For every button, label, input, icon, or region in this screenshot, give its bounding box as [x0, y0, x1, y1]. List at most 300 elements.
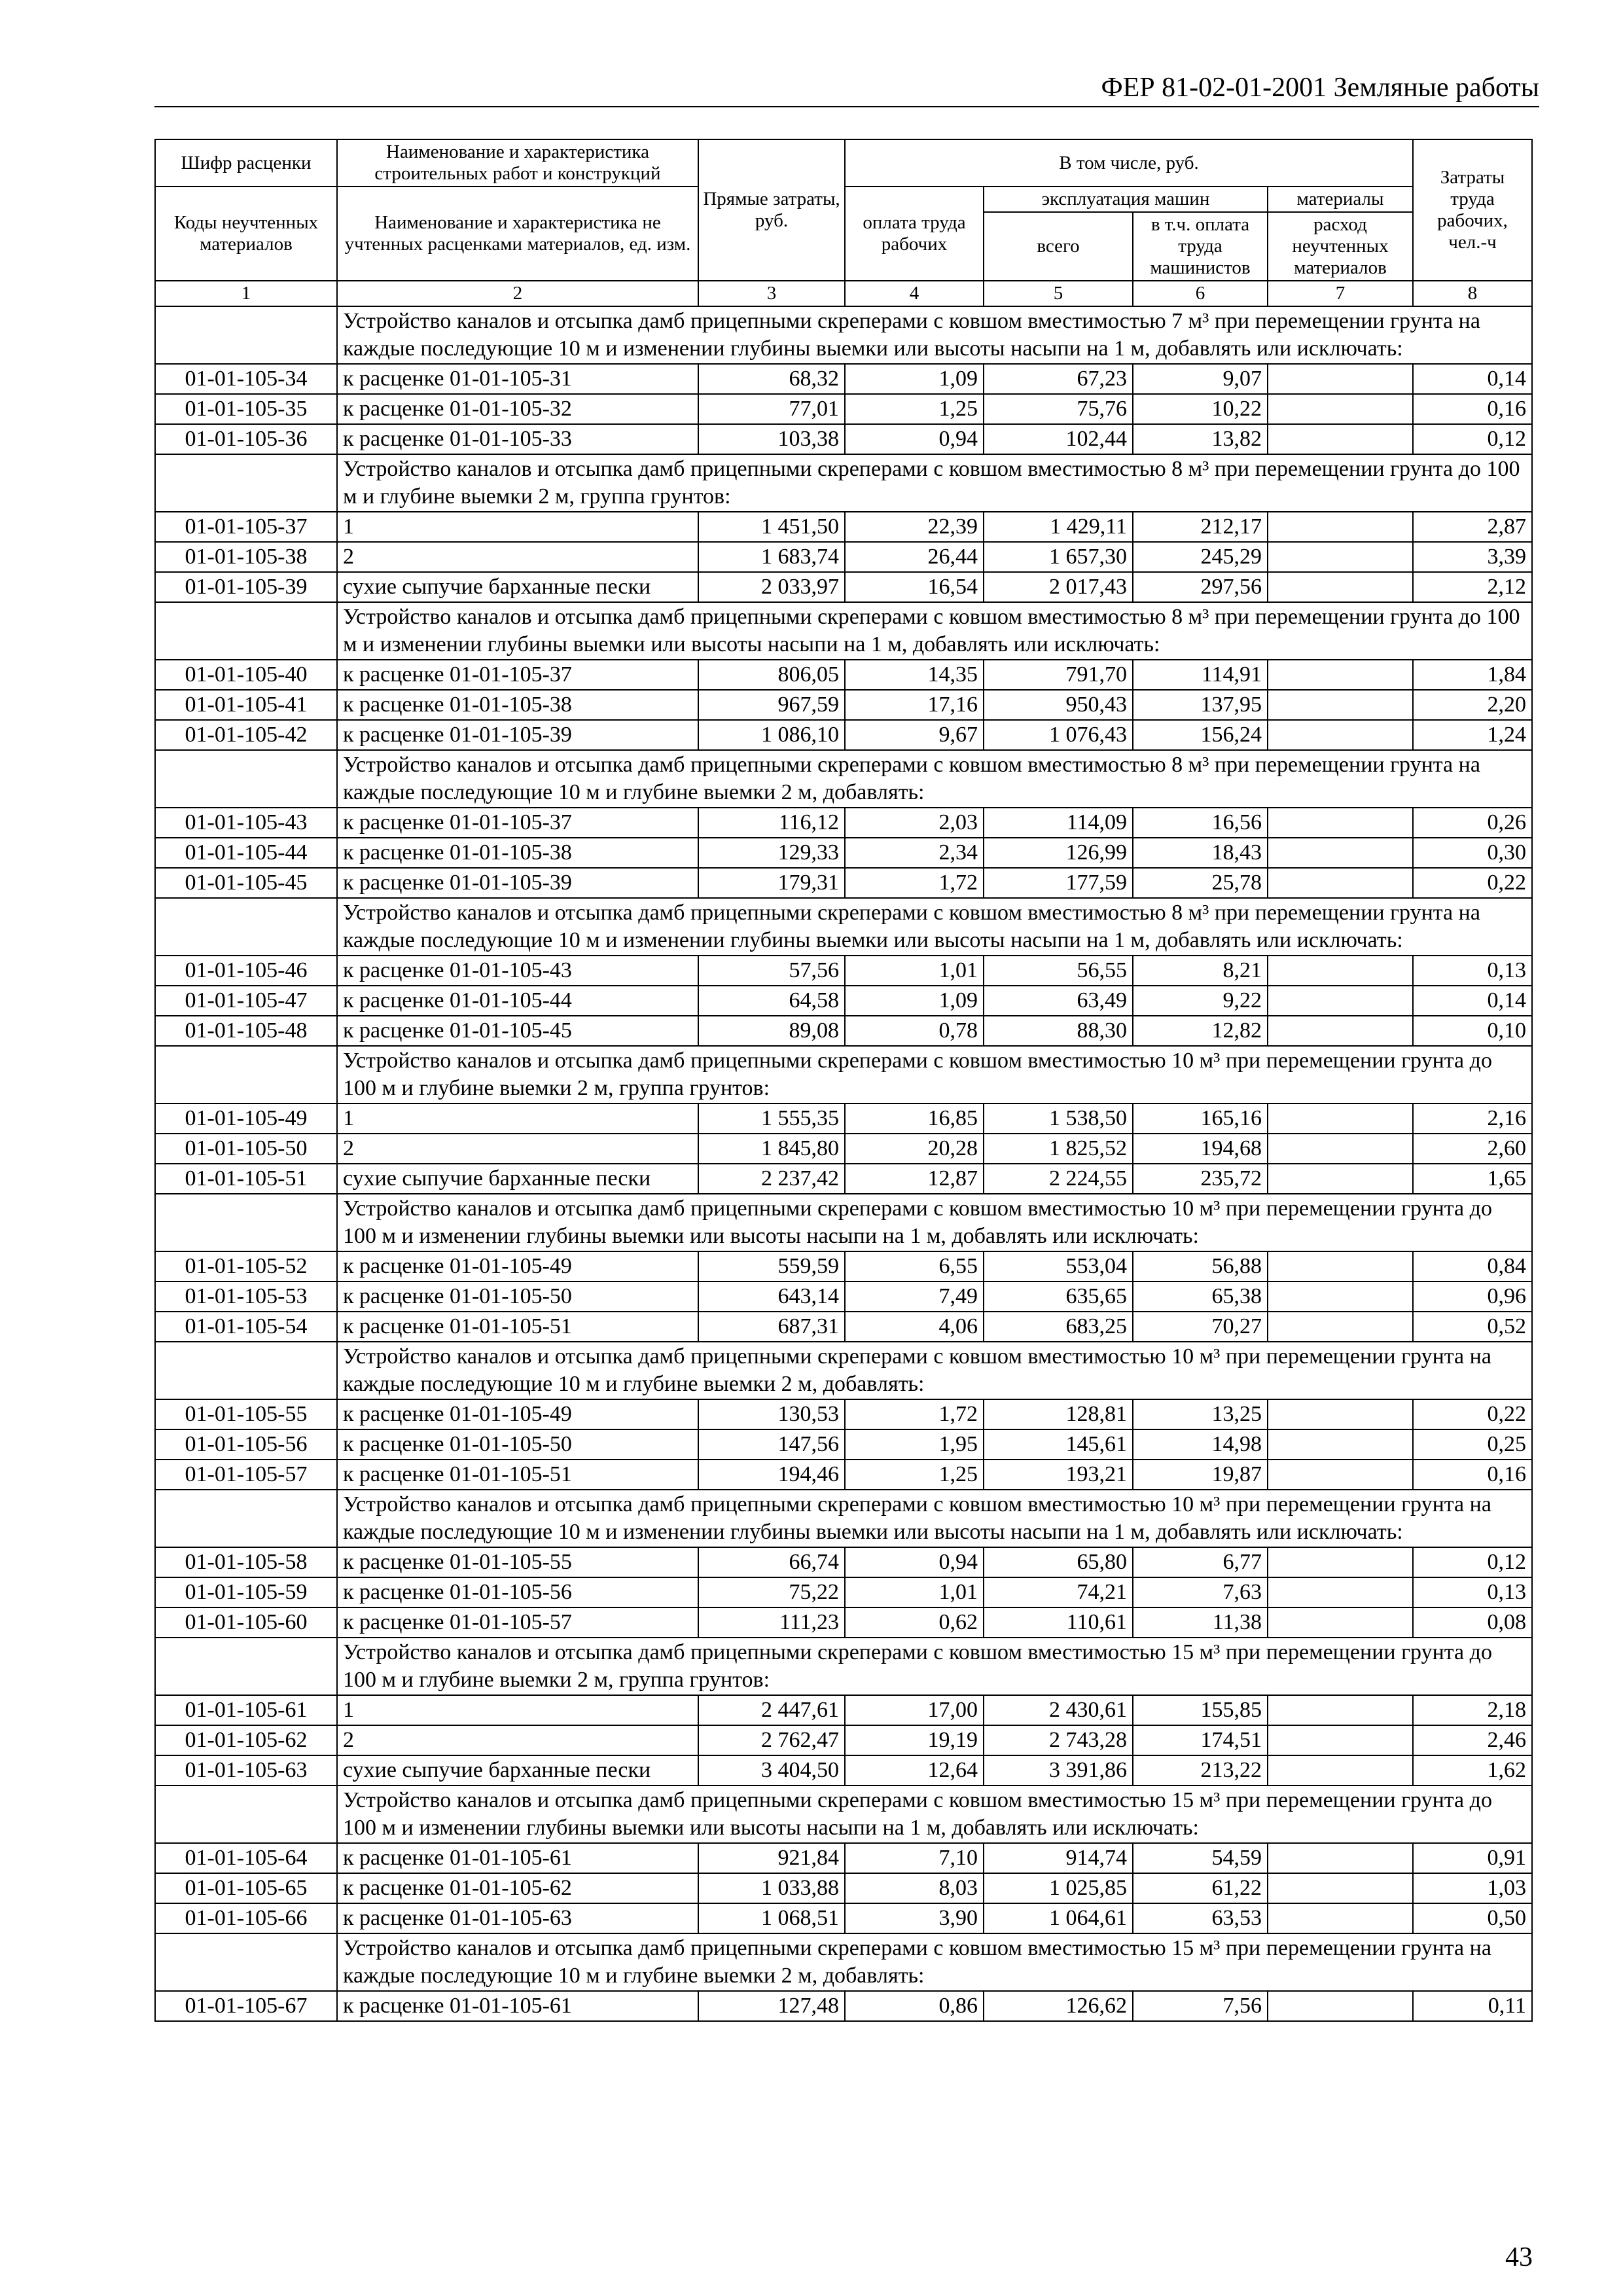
labor-costs: 0,96	[1413, 1282, 1532, 1312]
labor-costs: 0,30	[1413, 838, 1532, 868]
materials	[1268, 1991, 1413, 2021]
machines-total: 67,23	[984, 364, 1133, 394]
materials	[1268, 1134, 1413, 1164]
rate-name: 2	[337, 542, 698, 572]
section-row	[155, 1638, 1532, 1695]
rate-name: к расценке 01-01-105-44	[337, 986, 698, 1016]
materials	[1268, 1282, 1413, 1312]
section-title: Устройство каналов и отсыпка дамб прицепными скреперами с ковшом вместимостью 8 м³ при перемещении грунта на каждые последующие 10 м и глубине выемки 2 м, добавлять:	[337, 750, 1532, 808]
table-row	[155, 956, 1532, 986]
rate-code: 01-01-105-64	[155, 1843, 337, 1873]
machinist-pay: 114,91	[1133, 660, 1268, 690]
materials	[1268, 1164, 1413, 1194]
labor-costs: 0,13	[1413, 956, 1532, 986]
labor-pay: 7,10	[845, 1843, 984, 1873]
rate-code: 01-01-105-59	[155, 1577, 337, 1607]
labor-pay: 0,78	[845, 1016, 984, 1046]
labor-costs: 0,11	[1413, 1991, 1532, 2021]
machines-total: 1 538,50	[984, 1103, 1133, 1134]
machinist-pay: 25,78	[1133, 868, 1268, 898]
rate-code: 01-01-105-40	[155, 660, 337, 690]
table-row	[155, 1547, 1532, 1577]
table-row	[155, 1725, 1532, 1755]
table-row	[155, 1873, 1532, 1903]
column-number: 5	[984, 281, 1133, 306]
table-row	[155, 1251, 1532, 1282]
machines-total: 791,70	[984, 660, 1133, 690]
materials	[1268, 512, 1413, 542]
labor-pay: 8,03	[845, 1873, 984, 1903]
labor-pay: 2,34	[845, 838, 984, 868]
materials	[1268, 1695, 1413, 1725]
machinist-pay: 297,56	[1133, 572, 1268, 602]
machines-total: 177,59	[984, 868, 1133, 898]
column-number: 3	[698, 281, 845, 306]
rate-name: к расценке 01-01-105-49	[337, 1399, 698, 1429]
table-row	[155, 660, 1532, 690]
section-row	[155, 898, 1532, 956]
direct-costs: 1 068,51	[698, 1903, 845, 1933]
direct-costs: 1 451,50	[698, 512, 845, 542]
labor-pay: 1,09	[845, 364, 984, 394]
machinist-pay: 174,51	[1133, 1725, 1268, 1755]
machines-total: 114,09	[984, 808, 1133, 838]
labor-costs: 2,16	[1413, 1103, 1532, 1134]
direct-costs: 3 404,50	[698, 1755, 845, 1785]
table-row	[155, 1843, 1532, 1873]
labor-costs: 0,26	[1413, 808, 1532, 838]
section-row	[155, 1490, 1532, 1547]
table-row	[155, 690, 1532, 720]
labor-costs: 2,87	[1413, 512, 1532, 542]
rate-code: 01-01-105-66	[155, 1903, 337, 1933]
column-number: 1	[155, 281, 337, 306]
rate-code: 01-01-105-52	[155, 1251, 337, 1282]
table-row	[155, 986, 1532, 1016]
materials	[1268, 1843, 1413, 1873]
machines-total: 193,21	[984, 1460, 1133, 1490]
column-number: 7	[1268, 281, 1413, 306]
table-row	[155, 868, 1532, 898]
labor-pay: 7,49	[845, 1282, 984, 1312]
rate-name: к расценке 01-01-105-38	[337, 838, 698, 868]
section-row	[155, 1342, 1532, 1399]
materials	[1268, 1103, 1413, 1134]
rate-name: к расценке 01-01-105-31	[337, 364, 698, 394]
machines-total: 1 657,30	[984, 542, 1133, 572]
labor-pay: 1,72	[845, 1399, 984, 1429]
rate-name: сухие сыпучие барханные пески	[337, 572, 698, 602]
machinist-pay: 245,29	[1133, 542, 1268, 572]
document-title: ФЕР 81-02-01-2001 Земляные работы	[1101, 73, 1539, 103]
labor-pay: 1,01	[845, 1577, 984, 1607]
direct-costs: 643,14	[698, 1282, 845, 1312]
section-title: Устройство каналов и отсыпка дамб прицепными скреперами с ковшом вместимостью 10 м³ при перемещении грунта до 100 м и изменении глубины выемки или высоты насыпи на 1 м, добавлять или исключать:	[337, 1194, 1532, 1251]
section-title: Устройство каналов и отсыпка дамб прицепными скреперами с ковшом вместимостью 10 м³ при перемещении грунта до 100 м и глубине выемки 2 м, группа грунтов:	[337, 1046, 1532, 1103]
labor-costs: 2,12	[1413, 572, 1532, 602]
rate-name: к расценке 01-01-105-33	[337, 424, 698, 454]
machinist-pay: 65,38	[1133, 1282, 1268, 1312]
rate-code: 01-01-105-49	[155, 1103, 337, 1134]
rate-code: 01-01-105-60	[155, 1607, 337, 1638]
labor-costs: 0,52	[1413, 1312, 1532, 1342]
labor-costs: 0,22	[1413, 1399, 1532, 1429]
rate-name: к расценке 01-01-105-57	[337, 1607, 698, 1638]
rate-code: 01-01-105-53	[155, 1282, 337, 1312]
labor-pay: 9,67	[845, 720, 984, 750]
section-spacer-cell	[155, 1490, 337, 1547]
direct-costs: 194,46	[698, 1460, 845, 1490]
labor-costs: 0,14	[1413, 364, 1532, 394]
rate-code: 01-01-105-57	[155, 1460, 337, 1490]
table-row	[155, 1695, 1532, 1725]
materials	[1268, 1755, 1413, 1785]
section-spacer-cell	[155, 1194, 337, 1251]
materials	[1268, 838, 1413, 868]
direct-costs: 921,84	[698, 1843, 845, 1873]
direct-costs: 2 762,47	[698, 1725, 845, 1755]
machinist-pay: 13,82	[1133, 424, 1268, 454]
direct-costs: 111,23	[698, 1607, 845, 1638]
rate-name: к расценке 01-01-105-62	[337, 1873, 698, 1903]
section-title: Устройство каналов и отсыпка дамб прицепными скреперами с ковшом вместимостью 8 м³ при перемещении грунта до 100 м и глубине выемки 2 м, группа грунтов:	[337, 454, 1532, 512]
labor-pay: 1,95	[845, 1429, 984, 1460]
table-row	[155, 1282, 1532, 1312]
machinist-pay: 194,68	[1133, 1134, 1268, 1164]
machines-total: 683,25	[984, 1312, 1133, 1342]
rate-name: к расценке 01-01-105-43	[337, 956, 698, 986]
rate-code: 01-01-105-65	[155, 1873, 337, 1903]
materials	[1268, 1399, 1413, 1429]
column-number: 8	[1413, 281, 1532, 306]
machinist-pay: 63,53	[1133, 1903, 1268, 1933]
materials	[1268, 424, 1413, 454]
machinist-pay: 156,24	[1133, 720, 1268, 750]
table-row	[155, 1991, 1532, 2021]
section-row	[155, 1933, 1532, 1991]
rate-code: 01-01-105-63	[155, 1755, 337, 1785]
page-number: 43	[1505, 2242, 1533, 2272]
section-spacer-cell	[155, 898, 337, 956]
direct-costs: 1 845,80	[698, 1134, 845, 1164]
labor-pay: 2,03	[845, 808, 984, 838]
table-row	[155, 1103, 1532, 1134]
labor-costs: 2,46	[1413, 1725, 1532, 1755]
direct-costs: 2 033,97	[698, 572, 845, 602]
direct-costs: 66,74	[698, 1547, 845, 1577]
materials	[1268, 1903, 1413, 1933]
rate-code: 01-01-105-34	[155, 364, 337, 394]
table-row	[155, 1312, 1532, 1342]
machinist-pay: 9,22	[1133, 986, 1268, 1016]
rate-name: к расценке 01-01-105-37	[337, 808, 698, 838]
rate-name: к расценке 01-01-105-61	[337, 1843, 698, 1873]
labor-pay: 22,39	[845, 512, 984, 542]
labor-costs: 0,91	[1413, 1843, 1532, 1873]
direct-costs: 68,32	[698, 364, 845, 394]
machinist-pay: 70,27	[1133, 1312, 1268, 1342]
direct-costs: 127,48	[698, 1991, 845, 2021]
header-including: В том числе, руб.	[845, 139, 1413, 187]
machines-total: 3 391,86	[984, 1755, 1133, 1785]
section-row	[155, 1046, 1532, 1103]
table-row	[155, 1016, 1532, 1046]
labor-costs: 0,14	[1413, 986, 1532, 1016]
labor-costs: 0,12	[1413, 424, 1532, 454]
materials	[1268, 1460, 1413, 1490]
section-title: Устройство каналов и отсыпка дамб прицепными скреперами с ковшом вместимостью 15 м³ при перемещении грунта до 100 м и изменении глубины выемки или высоты насыпи на 1 м, добавлять или исключать:	[337, 1785, 1532, 1843]
rate-code: 01-01-105-50	[155, 1134, 337, 1164]
labor-costs: 0,16	[1413, 394, 1532, 424]
machines-total: 914,74	[984, 1843, 1133, 1873]
labor-pay: 0,94	[845, 424, 984, 454]
machines-total: 63,49	[984, 986, 1133, 1016]
rate-name: к расценке 01-01-105-56	[337, 1577, 698, 1607]
labor-costs: 1,62	[1413, 1755, 1532, 1785]
machinist-pay: 61,22	[1133, 1873, 1268, 1903]
table-row	[155, 394, 1532, 424]
table-row	[155, 1755, 1532, 1785]
machines-total: 126,99	[984, 838, 1133, 868]
labor-pay: 0,86	[845, 1991, 984, 2021]
rate-code: 01-01-105-55	[155, 1399, 337, 1429]
header-material-codes: Коды неучтенных материалов	[155, 187, 337, 281]
table-row	[155, 572, 1532, 602]
labor-costs: 1,84	[1413, 660, 1532, 690]
labor-pay: 12,87	[845, 1164, 984, 1194]
rate-name: 1	[337, 512, 698, 542]
header-rule	[154, 106, 1539, 107]
section-row	[155, 306, 1532, 364]
labor-pay: 16,54	[845, 572, 984, 602]
table-row	[155, 1903, 1532, 1933]
header-material-names: Наименование и характеристика не учтенных расценками материалов, ед. изм.	[337, 187, 698, 281]
labor-costs: 1,65	[1413, 1164, 1532, 1194]
labor-pay: 1,25	[845, 1460, 984, 1490]
materials	[1268, 868, 1413, 898]
direct-costs: 1 033,88	[698, 1873, 845, 1903]
rate-name: к расценке 01-01-105-63	[337, 1903, 698, 1933]
machinist-pay: 13,25	[1133, 1399, 1268, 1429]
header-machinist-pay: в т.ч. оплата труда машинистов	[1133, 212, 1268, 281]
direct-costs: 2 447,61	[698, 1695, 845, 1725]
rate-code: 01-01-105-42	[155, 720, 337, 750]
labor-pay: 1,01	[845, 956, 984, 986]
column-number: 4	[845, 281, 984, 306]
section-spacer-cell	[155, 1046, 337, 1103]
direct-costs: 559,59	[698, 1251, 845, 1282]
table-row	[155, 808, 1532, 838]
labor-pay: 16,85	[845, 1103, 984, 1134]
table-row	[155, 364, 1532, 394]
labor-costs: 1,24	[1413, 720, 1532, 750]
rate-code: 01-01-105-37	[155, 512, 337, 542]
machines-total: 145,61	[984, 1429, 1133, 1460]
section-title: Устройство каналов и отсыпка дамб прицепными скреперами с ковшом вместимостью 8 м³ при перемещении грунта до 100 м и изменении глубины выемки или высоты насыпи на 1 м, добавлять или исключать:	[337, 602, 1532, 660]
section-title: Устройство каналов и отсыпка дамб прицепными скреперами с ковшом вместимостью 15 м³ при перемещении грунта на каждые последующие 10 м и глубине выемки 2 м, добавлять:	[337, 1933, 1532, 1991]
section-row	[155, 454, 1532, 512]
materials	[1268, 1429, 1413, 1460]
labor-costs: 2,18	[1413, 1695, 1532, 1725]
materials	[1268, 720, 1413, 750]
labor-costs: 2,20	[1413, 690, 1532, 720]
section-title: Устройство каналов и отсыпка дамб прицепными скреперами с ковшом вместимостью 10 м³ при перемещении грунта на каждые последующие 10 м и глубине выемки 2 м, добавлять:	[337, 1342, 1532, 1399]
machines-total: 553,04	[984, 1251, 1133, 1282]
machinist-pay: 235,72	[1133, 1164, 1268, 1194]
machines-total: 1 025,85	[984, 1873, 1133, 1903]
section-title: Устройство каналов и отсыпка дамб прицепными скреперами с ковшом вместимостью 8 м³ при перемещении грунта на каждые последующие 10 м и изменении глубины выемки или высоты насыпи на 1 м, добавлять или исключать:	[337, 898, 1532, 956]
header-materials-unaccounted: расход неучтенных материалов	[1268, 212, 1413, 281]
machinist-pay: 137,95	[1133, 690, 1268, 720]
rate-code: 01-01-105-38	[155, 542, 337, 572]
direct-costs: 1 683,74	[698, 542, 845, 572]
section-row	[155, 602, 1532, 660]
machinist-pay: 56,88	[1133, 1251, 1268, 1282]
rate-name: 1	[337, 1695, 698, 1725]
table-row	[155, 838, 1532, 868]
machines-total: 2 430,61	[984, 1695, 1133, 1725]
table-row	[155, 1577, 1532, 1607]
table-row	[155, 1134, 1532, 1164]
header-labor-pay: оплата труда рабочих	[845, 187, 984, 281]
rate-code: 01-01-105-54	[155, 1312, 337, 1342]
labor-costs: 0,22	[1413, 868, 1532, 898]
machines-total: 75,76	[984, 394, 1133, 424]
materials	[1268, 1016, 1413, 1046]
labor-costs: 0,12	[1413, 1547, 1532, 1577]
rate-name: к расценке 01-01-105-51	[337, 1312, 698, 1342]
section-row	[155, 1785, 1532, 1843]
header-code: Шифр расценки	[155, 139, 337, 187]
rate-name: к расценке 01-01-105-51	[337, 1460, 698, 1490]
labor-pay: 19,19	[845, 1725, 984, 1755]
labor-pay: 26,44	[845, 542, 984, 572]
machinist-pay: 18,43	[1133, 838, 1268, 868]
materials	[1268, 1577, 1413, 1607]
machinist-pay: 213,22	[1133, 1755, 1268, 1785]
machinist-pay: 16,56	[1133, 808, 1268, 838]
table-row	[155, 1429, 1532, 1460]
direct-costs: 147,56	[698, 1429, 845, 1460]
column-number: 2	[337, 281, 698, 306]
section-title: Устройство каналов и отсыпка дамб прицепными скреперами с ковшом вместимостью 7 м³ при перемещении грунта на каждые последующие 10 м и изменении глубины выемки или высоты насыпи на 1 м, добавлять или исключать:	[337, 306, 1532, 364]
machines-total: 126,62	[984, 1991, 1133, 2021]
table-row	[155, 512, 1532, 542]
table-row	[155, 424, 1532, 454]
rate-code: 01-01-105-48	[155, 1016, 337, 1046]
materials	[1268, 1725, 1413, 1755]
rate-name: 2	[337, 1725, 698, 1755]
labor-costs: 2,60	[1413, 1134, 1532, 1164]
machines-total: 88,30	[984, 1016, 1133, 1046]
section-title: Устройство каналов и отсыпка дамб прицепными скреперами с ковшом вместимостью 10 м³ при перемещении грунта на каждые последующие 10 м и изменении глубины выемки или высоты насыпи на 1 м, добавлять или исключать:	[337, 1490, 1532, 1547]
rate-name: к расценке 01-01-105-32	[337, 394, 698, 424]
section-title: Устройство каналов и отсыпка дамб прицепными скреперами с ковшом вместимостью 15 м³ при перемещении грунта до 100 м и глубине выемки 2 м, группа грунтов:	[337, 1638, 1532, 1695]
machinist-pay: 10,22	[1133, 394, 1268, 424]
rate-code: 01-01-105-39	[155, 572, 337, 602]
rate-name: к расценке 01-01-105-37	[337, 660, 698, 690]
rate-name: к расценке 01-01-105-55	[337, 1547, 698, 1577]
machinist-pay: 212,17	[1133, 512, 1268, 542]
labor-costs: 0,25	[1413, 1429, 1532, 1460]
machinist-pay: 6,77	[1133, 1547, 1268, 1577]
labor-pay: 17,00	[845, 1695, 984, 1725]
rate-name: к расценке 01-01-105-39	[337, 720, 698, 750]
section-spacer-cell	[155, 750, 337, 808]
section-spacer-cell	[155, 1638, 337, 1695]
section-spacer-cell	[155, 1933, 337, 1991]
rates-table	[154, 139, 1533, 2022]
machines-total: 128,81	[984, 1399, 1133, 1429]
header-direct-costs: Прямые затраты, руб.	[698, 139, 845, 281]
rate-code: 01-01-105-45	[155, 868, 337, 898]
machines-total: 1 076,43	[984, 720, 1133, 750]
table-row	[155, 1164, 1532, 1194]
rate-code: 01-01-105-41	[155, 690, 337, 720]
column-number-row	[155, 281, 1532, 306]
rate-code: 01-01-105-46	[155, 956, 337, 986]
rate-code: 01-01-105-58	[155, 1547, 337, 1577]
labor-costs: 0,50	[1413, 1903, 1532, 1933]
rate-name: к расценке 01-01-105-49	[337, 1251, 698, 1282]
machines-total: 2 224,55	[984, 1164, 1133, 1194]
machines-total: 56,55	[984, 956, 1133, 986]
rate-code: 01-01-105-61	[155, 1695, 337, 1725]
direct-costs: 116,12	[698, 808, 845, 838]
rate-code: 01-01-105-47	[155, 986, 337, 1016]
machinist-pay: 12,82	[1133, 1016, 1268, 1046]
machines-total: 1 064,61	[984, 1903, 1133, 1933]
column-number: 6	[1133, 281, 1268, 306]
direct-costs: 179,31	[698, 868, 845, 898]
machines-total: 102,44	[984, 424, 1133, 454]
section-spacer-cell	[155, 306, 337, 364]
rate-name: к расценке 01-01-105-50	[337, 1429, 698, 1460]
rate-name: к расценке 01-01-105-45	[337, 1016, 698, 1046]
machinist-pay: 7,63	[1133, 1577, 1268, 1607]
machinist-pay: 155,85	[1133, 1695, 1268, 1725]
rate-code: 01-01-105-43	[155, 808, 337, 838]
labor-pay: 0,62	[845, 1607, 984, 1638]
machinist-pay: 54,59	[1133, 1843, 1268, 1873]
rate-code: 01-01-105-44	[155, 838, 337, 868]
machines-total: 635,65	[984, 1282, 1133, 1312]
labor-costs: 0,84	[1413, 1251, 1532, 1282]
header-name: Наименование и характеристика строительных работ и конструкций	[337, 139, 698, 187]
materials	[1268, 1312, 1413, 1342]
section-spacer-cell	[155, 602, 337, 660]
rate-code: 01-01-105-67	[155, 1991, 337, 2021]
materials	[1268, 690, 1413, 720]
section-spacer-cell	[155, 454, 337, 512]
section-row	[155, 1194, 1532, 1251]
section-spacer-cell	[155, 1342, 337, 1399]
machinist-pay: 11,38	[1133, 1607, 1268, 1638]
direct-costs: 2 237,42	[698, 1164, 845, 1194]
materials	[1268, 1873, 1413, 1903]
header-machines: эксплуатация машин	[984, 187, 1268, 212]
direct-costs: 64,58	[698, 986, 845, 1016]
labor-pay: 20,28	[845, 1134, 984, 1164]
table-header	[155, 139, 1532, 306]
section-row	[155, 750, 1532, 808]
labor-pay: 1,72	[845, 868, 984, 898]
direct-costs: 687,31	[698, 1312, 845, 1342]
machinist-pay: 7,56	[1133, 1991, 1268, 2021]
machines-total: 2 017,43	[984, 572, 1133, 602]
section-spacer-cell	[155, 1785, 337, 1843]
materials	[1268, 572, 1413, 602]
